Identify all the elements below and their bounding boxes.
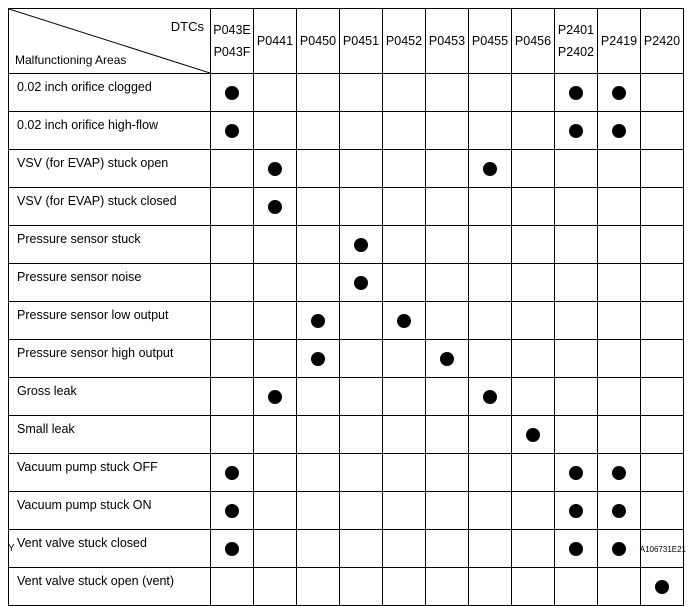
table-cell (469, 340, 512, 378)
table-cell (254, 568, 297, 606)
table-row (9, 264, 684, 302)
dtc-code: P043F (213, 45, 251, 59)
table-cell (297, 492, 340, 530)
table-cell (383, 492, 426, 530)
table-cell (469, 188, 512, 226)
table-cell (254, 492, 297, 530)
applicable-dot-icon (526, 428, 540, 442)
table-row (9, 74, 684, 112)
applicable-dot-icon (225, 124, 239, 138)
applicable-dot-icon (268, 390, 282, 404)
table-cell (555, 264, 598, 302)
table-cell (555, 378, 598, 416)
dtc-column-header (383, 9, 426, 74)
table-cell (641, 568, 684, 606)
table-cell (641, 340, 684, 378)
table-cell (211, 188, 254, 226)
table-cell (426, 568, 469, 606)
table-cell (254, 378, 297, 416)
dtc-column-header (641, 9, 684, 74)
applicable-dot-icon (483, 390, 497, 404)
malfunction-area-label: Vacuum pump stuck OFF (9, 454, 211, 492)
table-cell (211, 112, 254, 150)
dtc-column-header (598, 9, 641, 74)
table-cell (598, 264, 641, 302)
table-cell (340, 568, 383, 606)
table-row (9, 492, 684, 530)
table-cell (211, 378, 254, 416)
table-cell (469, 112, 512, 150)
table-cell (340, 188, 383, 226)
table-cell (426, 188, 469, 226)
table-cell (641, 492, 684, 530)
table-cell (340, 492, 383, 530)
table-cell (598, 226, 641, 264)
table-cell (641, 264, 684, 302)
table-cell (469, 416, 512, 454)
table-cell (598, 454, 641, 492)
table-cell (469, 150, 512, 188)
table-row (9, 226, 684, 264)
dtc-column-header (297, 9, 340, 74)
table-cell (555, 188, 598, 226)
table-cell (383, 302, 426, 340)
malfunction-area-label: Vent valve stuck open (vent) (9, 568, 211, 606)
table-cell (641, 416, 684, 454)
table-cell (555, 150, 598, 188)
malfunction-area-label: VSV (for EVAP) stuck open (9, 150, 211, 188)
malfunction-area-label: Pressure sensor low output (9, 302, 211, 340)
table-cell (641, 74, 684, 112)
table-cell (469, 226, 512, 264)
table-cell (297, 340, 340, 378)
applicable-dot-icon (569, 542, 583, 556)
table-cell (598, 568, 641, 606)
table-cell (297, 378, 340, 416)
table-cell (297, 416, 340, 454)
table-cell (555, 302, 598, 340)
table-cell (297, 454, 340, 492)
applicable-dot-icon (612, 466, 626, 480)
malfunction-area-label: Gross leak (9, 378, 211, 416)
dtc-code: P0450 (299, 34, 337, 48)
table-cell (211, 302, 254, 340)
applicable-dot-icon (225, 504, 239, 518)
applicable-dot-icon (225, 542, 239, 556)
dtc-column-header (340, 9, 383, 74)
dtc-code: P2419 (600, 34, 638, 48)
table-cell (469, 378, 512, 416)
table-cell (297, 302, 340, 340)
applicable-dot-icon (483, 162, 497, 176)
table-cell (555, 74, 598, 112)
table-cell (297, 150, 340, 188)
applicable-dot-icon (655, 580, 669, 594)
table-cell (598, 74, 641, 112)
dtc-malfunction-table (8, 8, 684, 606)
applicable-dot-icon (440, 352, 454, 366)
table-cell (254, 226, 297, 264)
table-cell (469, 492, 512, 530)
applicable-dot-icon (268, 162, 282, 176)
malfunction-area-label: Small leak (9, 416, 211, 454)
table-cell (340, 416, 383, 454)
table-row (9, 112, 684, 150)
dtc-code: P0456 (514, 34, 552, 48)
table-cell (641, 378, 684, 416)
table-cell (641, 226, 684, 264)
table-cell (598, 150, 641, 188)
table-cell (426, 454, 469, 492)
table-cell (211, 150, 254, 188)
applicable-dot-icon (569, 504, 583, 518)
table-row (9, 416, 684, 454)
dtc-code: P0455 (471, 34, 509, 48)
table-cell (426, 226, 469, 264)
table-cell (426, 340, 469, 378)
malfunction-area-label: 0.02 inch orifice clogged (9, 74, 211, 112)
table-cell (555, 492, 598, 530)
table-cell (254, 188, 297, 226)
table-cell (512, 454, 555, 492)
table-row (9, 454, 684, 492)
table-cell (426, 112, 469, 150)
table-cell (254, 416, 297, 454)
table-row (9, 340, 684, 378)
table-cell (254, 454, 297, 492)
table-cell (383, 74, 426, 112)
dtc-code: P2401 (557, 23, 595, 37)
table-cell (297, 112, 340, 150)
table-cell (211, 264, 254, 302)
table-cell (340, 74, 383, 112)
table-cell (512, 568, 555, 606)
table-cell (555, 454, 598, 492)
table-cell (641, 188, 684, 226)
table-cell (254, 302, 297, 340)
table-cell (512, 188, 555, 226)
applicable-dot-icon (612, 542, 626, 556)
applicable-dot-icon (612, 86, 626, 100)
table-cell (340, 264, 383, 302)
table-cell (512, 112, 555, 150)
table-cell (254, 112, 297, 150)
table-row (9, 378, 684, 416)
dtc-column-header (469, 9, 512, 74)
table-cell (469, 302, 512, 340)
dtc-column-header (555, 9, 598, 74)
corner-header-cell (9, 9, 211, 74)
table-cell (426, 264, 469, 302)
dtc-column-header (426, 9, 469, 74)
table-cell (512, 492, 555, 530)
applicable-dot-icon (225, 86, 239, 100)
table-cell (297, 188, 340, 226)
table-cell (426, 302, 469, 340)
table-cell (555, 340, 598, 378)
table-cell (555, 112, 598, 150)
table-cell (254, 264, 297, 302)
applicable-dot-icon (612, 504, 626, 518)
table-cell (512, 150, 555, 188)
table-cell (383, 568, 426, 606)
dtcs-label: DTCs (170, 19, 204, 34)
table-cell (383, 150, 426, 188)
dtc-code: P0441 (256, 34, 294, 48)
table-cell (383, 226, 426, 264)
dtc-column-header (512, 9, 555, 74)
table-cell (598, 492, 641, 530)
table-cell (254, 150, 297, 188)
table-cell (383, 378, 426, 416)
table-cell (340, 302, 383, 340)
applicable-dot-icon (354, 238, 368, 252)
dtc-code: P0453 (428, 34, 466, 48)
table-cell (469, 264, 512, 302)
table-cell (641, 454, 684, 492)
table-cell (641, 302, 684, 340)
table-cell (211, 74, 254, 112)
table-body (9, 74, 684, 606)
table-cell (340, 226, 383, 264)
table-cell (598, 378, 641, 416)
figure-code: A106731E21 (639, 545, 686, 554)
table-cell (512, 302, 555, 340)
table-row (9, 188, 684, 226)
malfunction-area-label: Pressure sensor stuck (9, 226, 211, 264)
applicable-dot-icon (354, 276, 368, 290)
malfunction-area-label: Vacuum pump stuck ON (9, 492, 211, 530)
applicable-dot-icon (311, 314, 325, 328)
applicable-dot-icon (397, 314, 411, 328)
table-cell (641, 150, 684, 188)
dtc-code: P2402 (557, 45, 595, 59)
table-cell (254, 74, 297, 112)
table-cell (469, 74, 512, 112)
table-cell (426, 378, 469, 416)
table-cell (383, 188, 426, 226)
malfunction-area-label: VSV (for EVAP) stuck closed (9, 188, 211, 226)
table-cell (340, 150, 383, 188)
table-cell (211, 340, 254, 378)
table-cell (598, 302, 641, 340)
table-cell (426, 416, 469, 454)
applicable-dot-icon (268, 200, 282, 214)
table-cell (383, 416, 426, 454)
table-cell (512, 340, 555, 378)
table-cell (512, 378, 555, 416)
header-row (9, 9, 684, 74)
table-cell (211, 226, 254, 264)
table-row (9, 150, 684, 188)
table-cell (340, 454, 383, 492)
malfunction-area-label: Pressure sensor noise (9, 264, 211, 302)
table-cell (297, 74, 340, 112)
applicable-dot-icon (612, 124, 626, 138)
table-cell (641, 112, 684, 150)
table-cell (340, 378, 383, 416)
table-row (9, 568, 684, 606)
table-cell (340, 340, 383, 378)
table-cell (598, 188, 641, 226)
dtc-column-header (254, 9, 297, 74)
table-cell (512, 264, 555, 302)
table-row (9, 302, 684, 340)
table-cell (426, 492, 469, 530)
table-cell (297, 226, 340, 264)
malfunctioning-areas-label: Malfunctioning Areas (15, 53, 127, 67)
applicable-dot-icon (569, 86, 583, 100)
table-cell (254, 340, 297, 378)
table-cell (211, 416, 254, 454)
table-cell (512, 226, 555, 264)
table-cell (469, 568, 512, 606)
malfunction-area-label: Vent valve stuck closed (9, 530, 211, 568)
table-cell (598, 112, 641, 150)
table-cell (383, 112, 426, 150)
table-cell (383, 264, 426, 302)
table-cell (426, 150, 469, 188)
table-cell (555, 226, 598, 264)
malfunction-area-label: 0.02 inch orifice high-flow (9, 112, 211, 150)
table-cell (211, 492, 254, 530)
dtc-code: P0452 (385, 34, 423, 48)
table-cell (512, 416, 555, 454)
applicable-dot-icon (569, 466, 583, 480)
table-cell (426, 74, 469, 112)
table-cell (211, 454, 254, 492)
table-cell (598, 340, 641, 378)
dtc-code: P043E (213, 23, 251, 37)
table-cell (297, 264, 340, 302)
table-cell (340, 112, 383, 150)
table-cell (469, 454, 512, 492)
table-cell (555, 416, 598, 454)
footer-left-mark: Y (8, 543, 15, 554)
table-cell (211, 568, 254, 606)
dtc-column-header (211, 9, 254, 74)
dtc-code: P0451 (342, 34, 380, 48)
table-cell (555, 568, 598, 606)
table-cell (512, 74, 555, 112)
table-cell (598, 416, 641, 454)
table-cell (383, 340, 426, 378)
applicable-dot-icon (225, 466, 239, 480)
applicable-dot-icon (569, 124, 583, 138)
malfunction-area-label: Pressure sensor high output (9, 340, 211, 378)
applicable-dot-icon (311, 352, 325, 366)
dtc-code: P2420 (643, 34, 681, 48)
table-cell (383, 454, 426, 492)
table-cell (297, 568, 340, 606)
